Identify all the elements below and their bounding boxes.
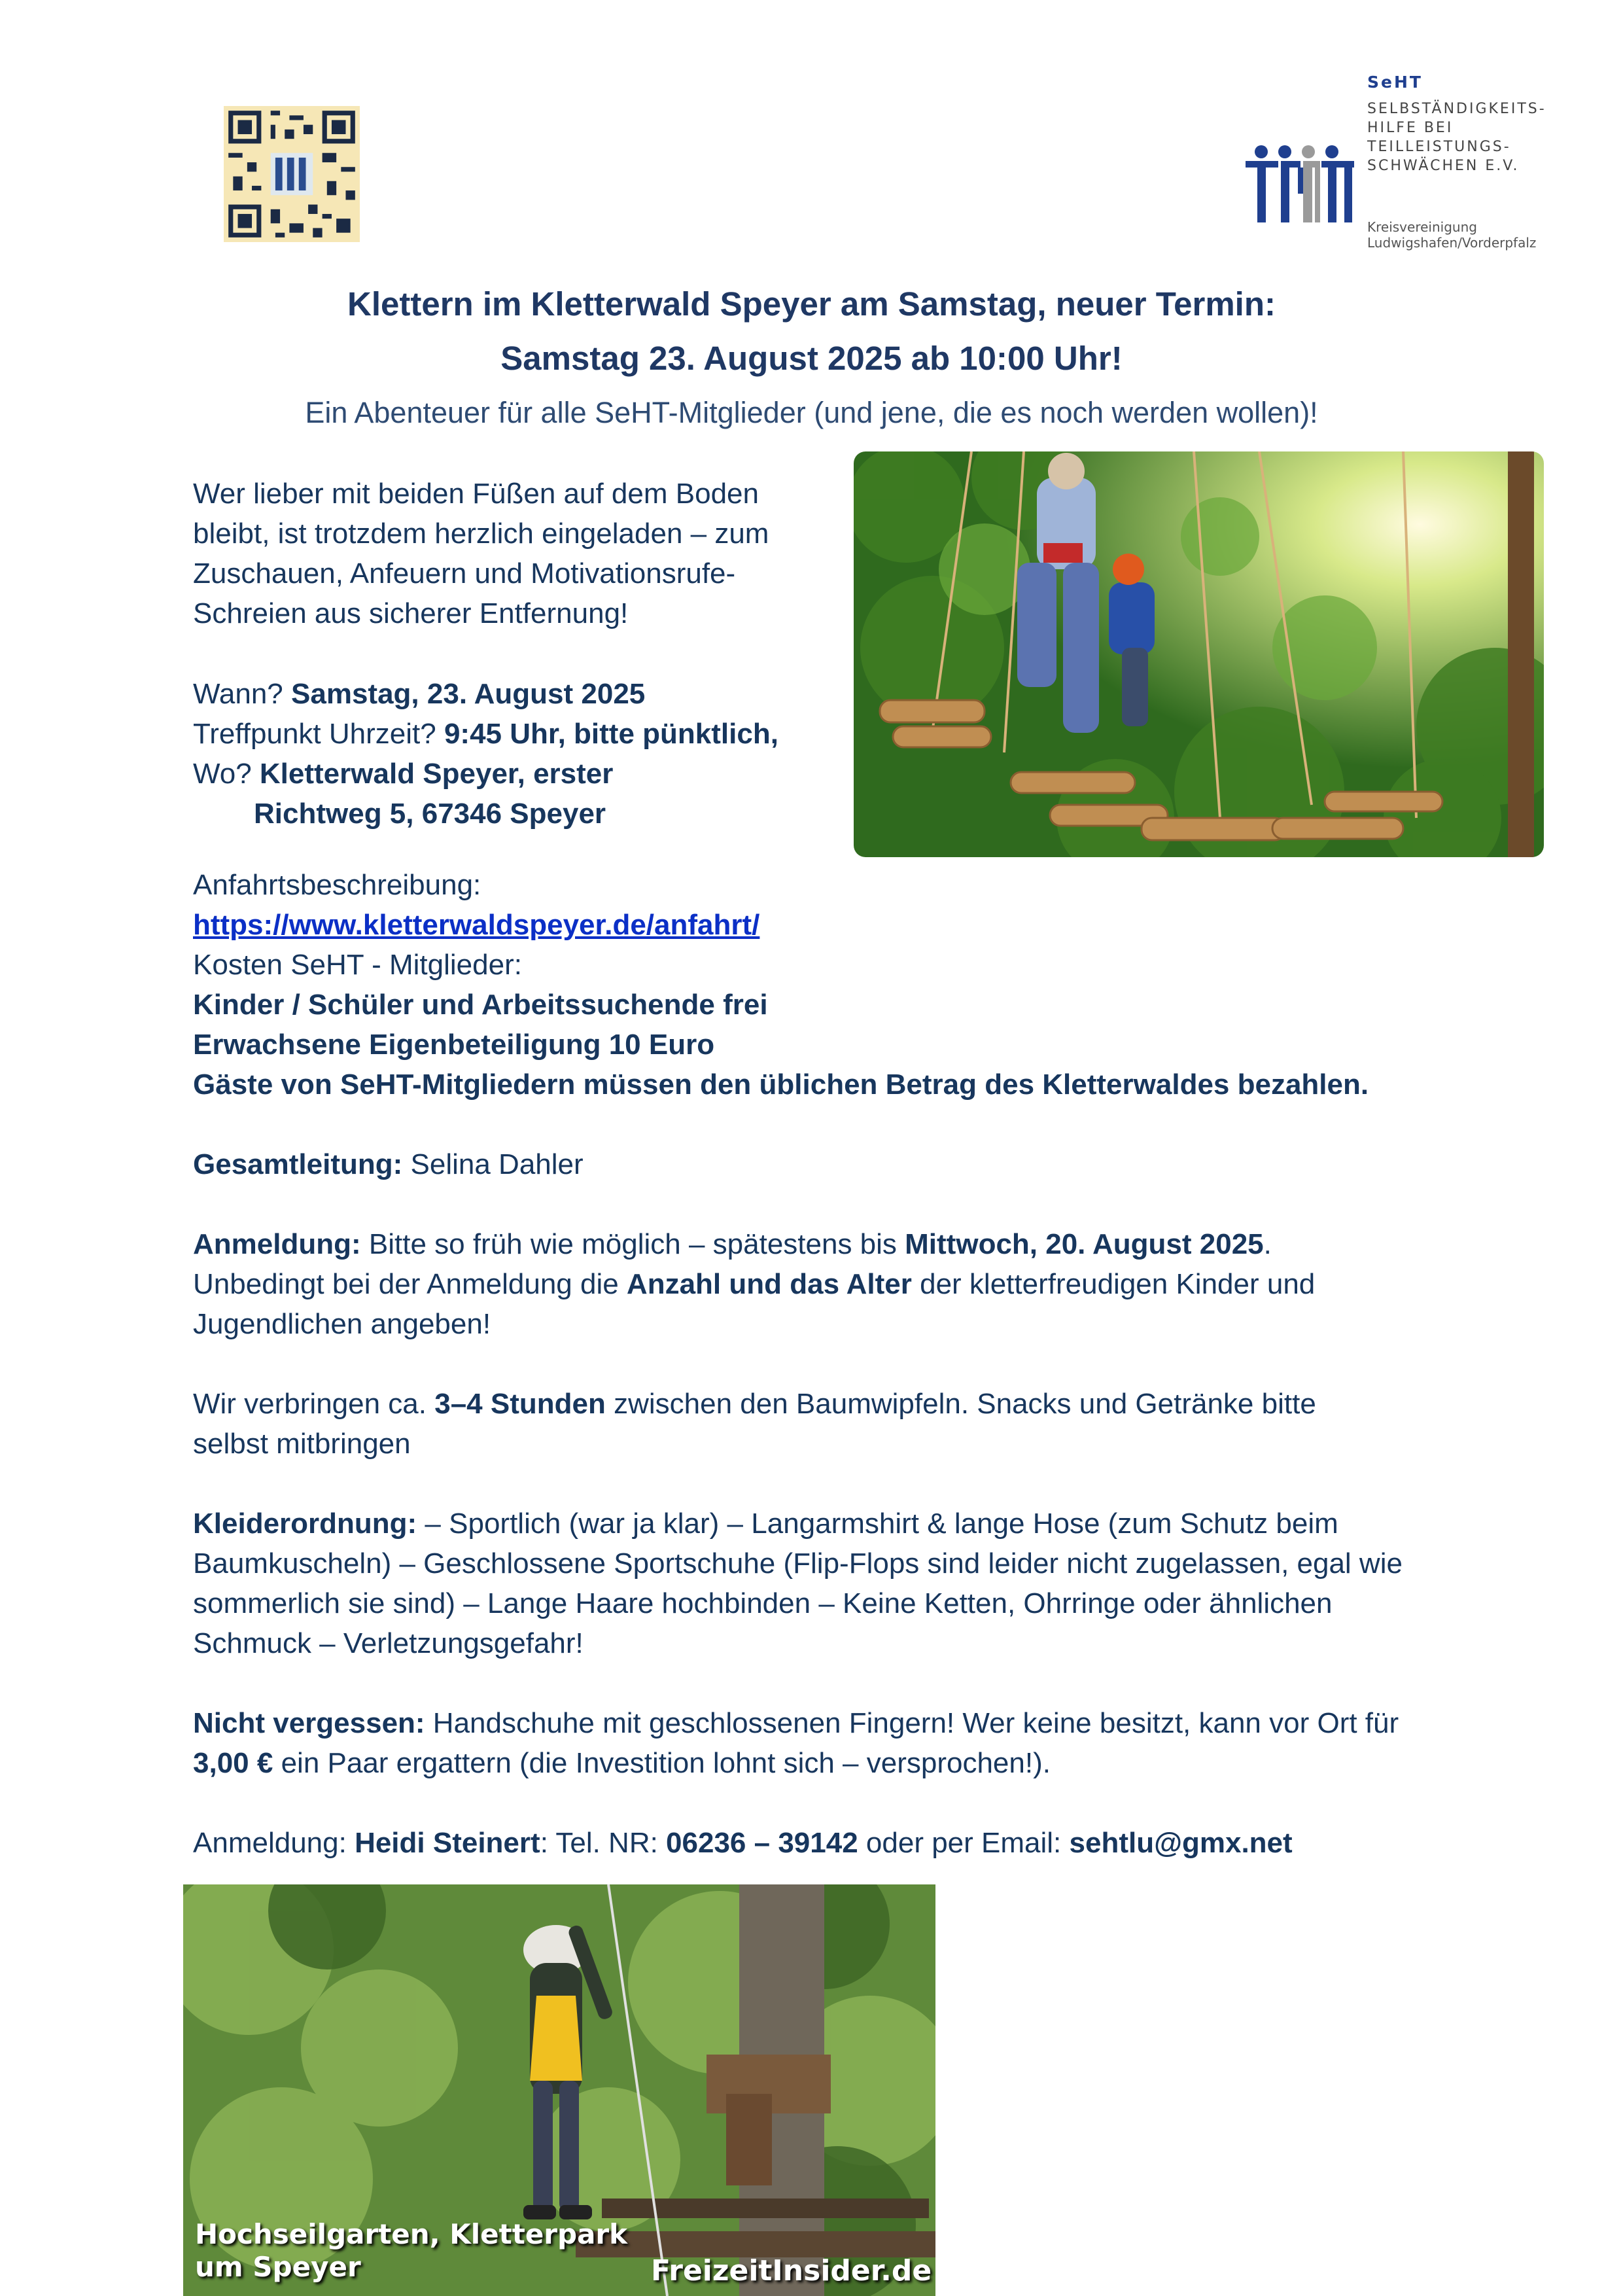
lead-label: Gesamtleitung: xyxy=(193,1148,403,1180)
logo-subtitle xyxy=(1367,219,1536,251)
costs-adults: Erwachsene Eigenbeteiligung 10 Euro xyxy=(193,1029,715,1061)
registration-line xyxy=(193,1264,1315,1304)
duration-text: zwischen den Baumwipfeln. Snacks und Getränke bitte xyxy=(605,1388,1316,1420)
registration-line xyxy=(193,1224,1272,1264)
remember-text: ein Paar ergattern (die Investition lohnt sich – versprochen!). xyxy=(273,1747,1051,1779)
child-climbing-photo xyxy=(183,1884,935,2296)
costs-line xyxy=(193,1025,714,1065)
directions-line xyxy=(193,905,759,945)
intro-line: bleibt, ist trotzdem herzlich eingeladen – zum xyxy=(193,518,769,550)
remember-text: Handschuhe mit geschlossenen Fingern! Wer keine besitzt, kann vor Ort für xyxy=(425,1707,1399,1739)
costs-label: Kosten SeHT - Mitglieder: xyxy=(193,949,522,981)
seht-logo xyxy=(1243,69,1583,265)
remember-price: 3,00 € xyxy=(193,1747,273,1779)
duration-line: selbst mitbringen xyxy=(193,1428,411,1460)
meeting-time-line xyxy=(193,714,778,754)
lead-line xyxy=(193,1144,584,1184)
duration-hours: 3–4 Stunden xyxy=(434,1388,606,1420)
when-value: Samstag, 23. August 2025 xyxy=(291,678,646,710)
contact-line xyxy=(193,1823,1293,1863)
subtitle: Ein Abenteuer für alle SeHT-Mitglieder (und jene, die es noch werden wollen)! xyxy=(305,396,1318,429)
photo-caption: Hochseilgarten, Kletterpark xyxy=(195,2218,628,2250)
where-address: Richtweg 5, 67346 Speyer xyxy=(254,798,606,830)
registration-text: Bitte so früh wie möglich – spätestens bis xyxy=(360,1228,905,1260)
registration-line: Jugendlichen angeben! xyxy=(193,1308,491,1340)
costs-guests: Gäste von SeHT-Mitgliedern müssen den üblichen Betrag des Kletterwaldes bezahlen. xyxy=(193,1069,1369,1101)
dress-label: Kleiderordnung: xyxy=(193,1508,417,1540)
contact-label: Anmeldung: xyxy=(193,1827,355,1859)
directions-link[interactable]: https://www.kletterwaldspeyer.de/anfahrt/ xyxy=(193,909,760,941)
photo-caption: um Speyer xyxy=(195,2251,361,2283)
event-date-title: Samstag 23. August 2025 ab 10:00 Uhr! xyxy=(500,340,1123,377)
dress-line: Baumkuscheln) – Geschlossene Sportschuhe (Flip-Flops sind leider nicht zugelassen, egal wie xyxy=(193,1547,1403,1580)
meet-value: 9:45 Uhr, bitte pünktlich, xyxy=(444,718,778,750)
registration-text: der kletterfreudigen Kinder und xyxy=(911,1268,1316,1300)
intro-paragraph xyxy=(193,474,769,633)
logo-org-name: SeHT xyxy=(1367,73,1423,92)
dress-text: – Sportlich (war ja klar) – Langarmshirt & lange Hose (zum Schutz beim xyxy=(417,1508,1338,1540)
intro-line: Schreien aus sicherer Entfernung! xyxy=(193,597,629,629)
logo-line: SELBSTÄNDIGKEITS- xyxy=(1367,101,1546,117)
where-value: Kletterwald Speyer, erster xyxy=(259,758,614,790)
contact-phone: 06236 – 39142 xyxy=(666,1827,858,1859)
contact-email: sehtlu@gmx.net xyxy=(1069,1827,1293,1859)
ropes-course-photo xyxy=(854,451,1544,857)
logo-sub-line: Kreisvereinigung xyxy=(1367,219,1477,235)
intro-line: Wer lieber mit beiden Füßen auf dem Boden xyxy=(193,478,759,510)
duration-text: Wir verbringen ca. xyxy=(193,1388,435,1420)
when-label: Wann? xyxy=(193,678,292,710)
when-line xyxy=(193,674,645,714)
where-address-line xyxy=(254,794,606,834)
costs-line xyxy=(193,985,768,1025)
remember-line xyxy=(193,1743,1051,1783)
remember-line xyxy=(193,1703,1399,1743)
meet-label: Treffpunkt Uhrzeit? xyxy=(193,718,444,750)
contact-text: : Tel. NR: xyxy=(540,1827,667,1859)
logo-line: SCHWÄCHEN E.V. xyxy=(1367,158,1520,174)
dress-line: Schmuck – Verletzungsgefahr! xyxy=(193,1627,584,1659)
costs-children: Kinder / Schüler und Arbeitssuchende frei xyxy=(193,989,768,1021)
page-title: Klettern im Kletterwald Speyer am Samstag, neuer Termin: xyxy=(347,285,1276,323)
lead-value: Selina Dahler xyxy=(402,1148,584,1180)
registration-deadline: Mittwoch, 20. August 2025 xyxy=(905,1228,1264,1260)
logo-line: TEILLEISTUNGS- xyxy=(1367,139,1511,155)
logo-line: HILFE BEI xyxy=(1367,120,1454,136)
duration-line xyxy=(193,1384,1316,1424)
registration-text: Unbedingt bei der Anmeldung die xyxy=(193,1268,627,1300)
costs-line xyxy=(193,1065,1369,1104)
dress-line: sommerlich sie sind) – Lange Haare hochbinden – Keine Ketten, Ohrringe oder ähnlichen xyxy=(193,1587,1333,1619)
registration-label: Anmeldung: xyxy=(193,1228,361,1260)
dress-line xyxy=(193,1504,1338,1544)
people-logo-icon xyxy=(1243,144,1361,249)
directions-label: Anfahrtsbeschreibung: xyxy=(193,869,481,901)
intro-line: Zuschauen, Anfeuern und Motivationsrufe- xyxy=(193,557,736,590)
qr-code xyxy=(224,106,360,242)
qr-code-graphic xyxy=(224,106,360,242)
contact-name: Heidi Steinert xyxy=(355,1827,540,1859)
logo-sub-line: Ludwigshafen/Vorderpfalz xyxy=(1367,235,1537,251)
remember-label: Nicht vergessen: xyxy=(193,1707,425,1739)
registration-emphasis: Anzahl und das Alter xyxy=(626,1268,912,1300)
where-line xyxy=(193,754,613,794)
photo-watermark: FreizeitInsider.de xyxy=(651,2254,932,2287)
ropes-course-illustration xyxy=(854,451,1544,857)
registration-text: . xyxy=(1263,1228,1272,1260)
contact-text: oder per Email: xyxy=(858,1827,1070,1859)
where-label: Wo? xyxy=(193,758,260,790)
